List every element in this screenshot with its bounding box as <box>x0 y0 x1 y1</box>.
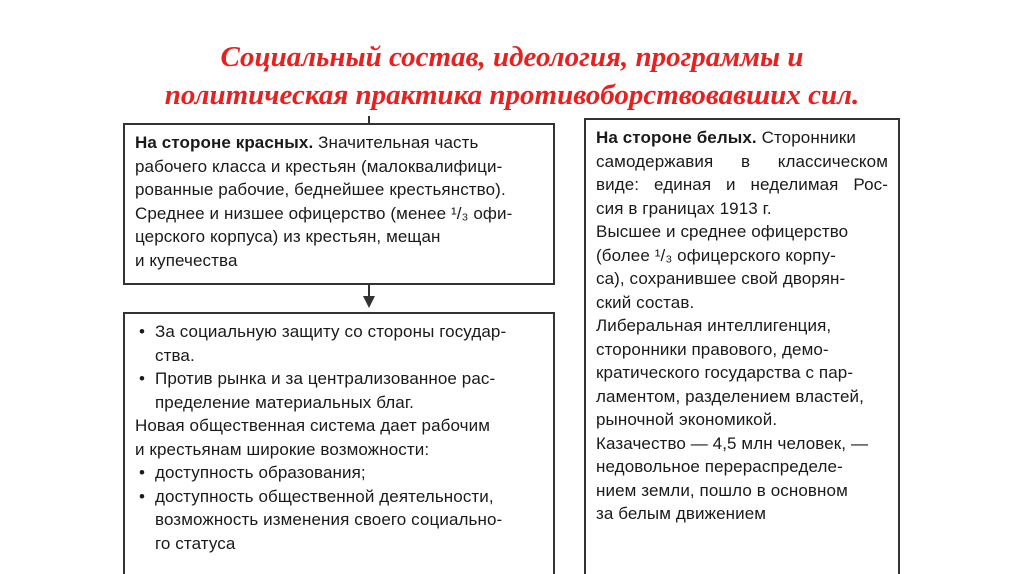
text-line: Казачество — 4,5 млн человек, — <box>596 433 869 453</box>
list-item: пределение материальных благ. <box>155 392 414 412</box>
list-item: • доступность образования; <box>135 461 543 485</box>
white-heading: На стороне белых. <box>596 128 757 147</box>
text-line: са), сохранившее свой дворян- <box>596 269 846 288</box>
white-side-text <box>596 150 888 526</box>
list-item: возможность изменения своего социально- <box>155 510 503 529</box>
list-item: го статуса <box>155 533 236 553</box>
text-line: самодержавия в классическом <box>596 151 888 171</box>
red-heading-line <box>135 131 543 155</box>
red-heading-rest: Значительная часть <box>313 133 479 152</box>
text-line: сторонники правового, демо- <box>596 339 829 359</box>
list-item: • доступность общественной деятельности, <box>135 485 543 509</box>
text-line: виде: единая и неделимая Рос- <box>596 175 888 194</box>
white-heading-rest: Сторонники <box>756 128 857 147</box>
white-heading-line <box>596 126 888 150</box>
list-item: • Против рынка и за централизованное рас- <box>135 367 543 391</box>
text-line: Среднее и низшее офицерство (менее ¹/₃ офи- <box>135 203 513 223</box>
text-line: рыночной экономикой. <box>596 410 778 429</box>
red-side-box <box>123 123 555 285</box>
text-line: церского корпуса) из крестьян, мещан <box>135 227 441 246</box>
text-line: сия в границах 1913 г. <box>596 198 772 218</box>
text-line: Либеральная интеллигенция, <box>596 316 832 335</box>
text-line: рованные рабочие, беднейшее крестьянство). <box>135 180 506 199</box>
text-line: ский состав. <box>596 292 695 312</box>
title-line-2: политическая практика противоборствовавших сил. <box>164 79 860 111</box>
arrow-down-icon <box>363 296 375 308</box>
text-line: кратического государства с пар- <box>596 363 854 382</box>
list-item: и крестьянам широкие возможности: <box>135 439 430 459</box>
slide-title <box>0 38 1024 114</box>
white-side-box <box>584 118 900 574</box>
text-line: за белым движением <box>596 504 767 523</box>
text-line: (более ¹/₃ офицерского корпу- <box>596 245 836 265</box>
text-line: Высшее и среднее офицерство <box>596 222 849 241</box>
list-item: ства. <box>155 345 195 365</box>
title-line-1: Социальный состав, идеология, программы и <box>220 41 804 73</box>
text-line: ламентом, разделением властей, <box>596 386 864 406</box>
text-line: и купечества <box>135 250 238 270</box>
list-item: Новая общественная система дает рабочим <box>135 416 490 435</box>
red-program-box <box>123 312 555 574</box>
red-heading: На стороне красных. <box>135 133 314 152</box>
text-line: рабочего класса и крестьян (малоквалифици- <box>135 156 503 176</box>
text-line: недовольное перераспределе- <box>596 457 843 476</box>
text-line: нием земли, пошло в основном <box>596 480 848 500</box>
red-program-list <box>135 320 543 555</box>
red-side-text <box>135 155 543 273</box>
list-item: • За социальную защиту со стороны государ- <box>135 320 543 344</box>
